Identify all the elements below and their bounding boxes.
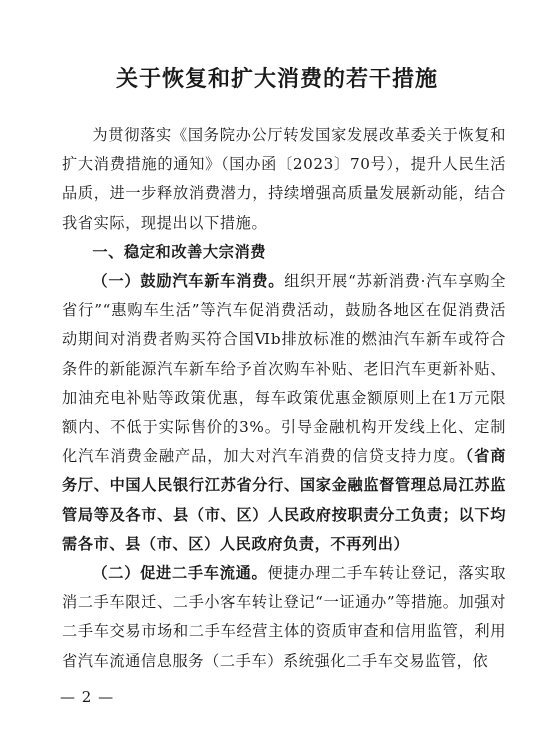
intro-paragraph: 为贯彻落实《国务院办公厅转发国家发展改革委关于恢复和扩大消费措施的通知》（国办函〔2023〕70号），提升人民生活品质，进一步释放消费潜力，持续增强高质量发展新动能，结合我省实际，现提出以下措施。 [62, 126, 506, 232]
document-body [62, 121, 506, 676]
item-2-body: 便捷办理二手车转让登记，落实取消二手车限迁、二手小客车转让登记“一证通办”等措施。加强对二手车交易市场和二手车经营主体的资质审查和信用监管，利用省汽车流通信息服务（二手车）系统强化二手车交易监管，依 [62, 564, 506, 670]
item-2-paragraph [62, 559, 506, 676]
page-number: — 2 — [60, 688, 115, 706]
section-heading-1: 一、稳定和改善大宗消费 [92, 242, 267, 261]
item-1-responsibility: （省商务厅、中国人民银行江苏省分行、国家金融监督管理总局江苏监管局等及各市、县（市、区）人民政府按职责分工负责；以下均需各市、县（市、区）人民政府负责，不再列出） [62, 447, 507, 553]
item-1-paragraph [62, 267, 506, 559]
item-1-lead: （一）鼓励汽车新车消费。 [92, 272, 285, 291]
item-1-body: 组织开展“苏新消费·汽车享购全省行”“惠购车生活”等汽车促消费活动，鼓励各地区在促消费活动期间对消费者购买符合国Ⅵb排放标准的燃油汽车新车或符合条件的新能源汽车新车给予首次购车补贴、老旧汽车更新补贴、加油充电补贴等政策优惠，每车政策优惠金额原则上在1万元限额内、不低于实际售价的3%。引导金融机构开发线上化、定制化汽车消费金融产品，加大对汽车消费的信贷支持力度。 [62, 272, 507, 466]
item-2-lead: （二）促进二手车流通。 [92, 564, 268, 583]
document-title: 关于恢复和扩大消费的若干措施 [115, 67, 438, 92]
